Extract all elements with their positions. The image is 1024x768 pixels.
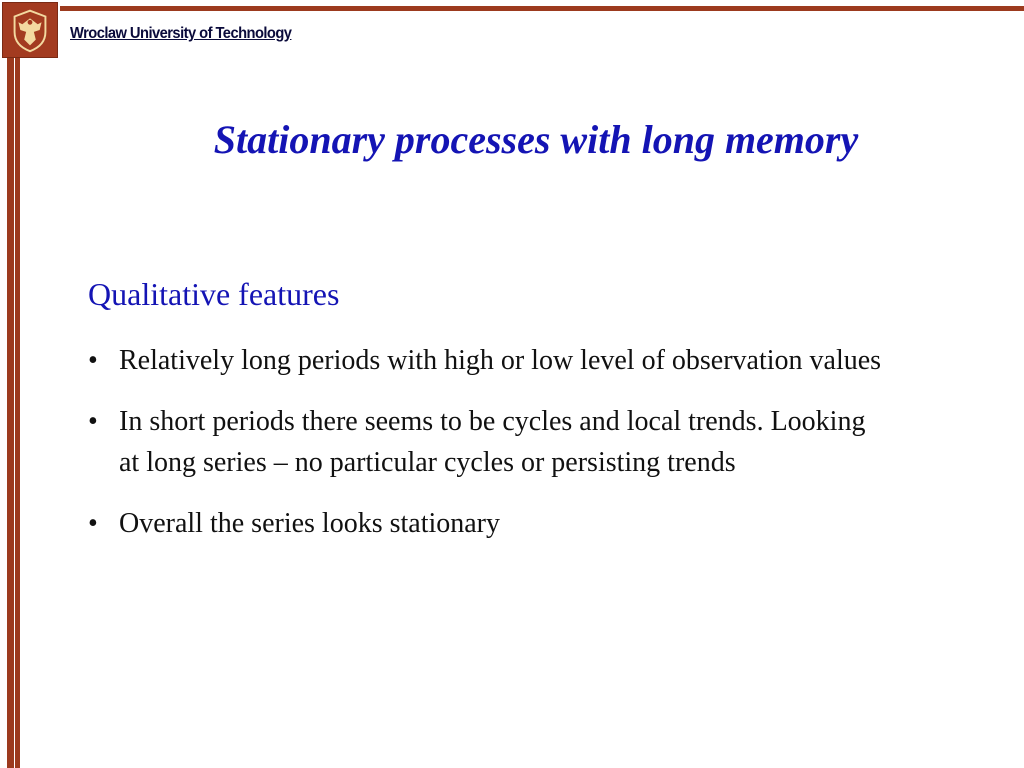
- bullet-item: [88, 503, 888, 544]
- bullet-list: [88, 340, 888, 564]
- bullet-item: [88, 340, 888, 381]
- bullet-marker: •: [88, 345, 98, 376]
- bullet-text: Relatively long periods with high or low level of observation values: [119, 345, 882, 376]
- slide-title: Stationary processes with long memory: [213, 117, 859, 162]
- bullet-marker: •: [88, 508, 98, 539]
- bullet-text: In short periods there seems to be cycles and local trends. Looking at long series – no particular cycles or persisting trends: [119, 406, 866, 478]
- university-name: Wroclaw University of Technology: [70, 25, 292, 42]
- eagle-crest-icon: [2, 2, 58, 58]
- logo-graphic: [3, 3, 57, 57]
- header-rule: [60, 6, 1024, 11]
- section-heading: Qualitative features: [88, 276, 340, 312]
- bullet-text: Overall the series looks stationary: [119, 508, 501, 539]
- bullet-item: [88, 401, 888, 483]
- bullet-marker: •: [88, 406, 98, 437]
